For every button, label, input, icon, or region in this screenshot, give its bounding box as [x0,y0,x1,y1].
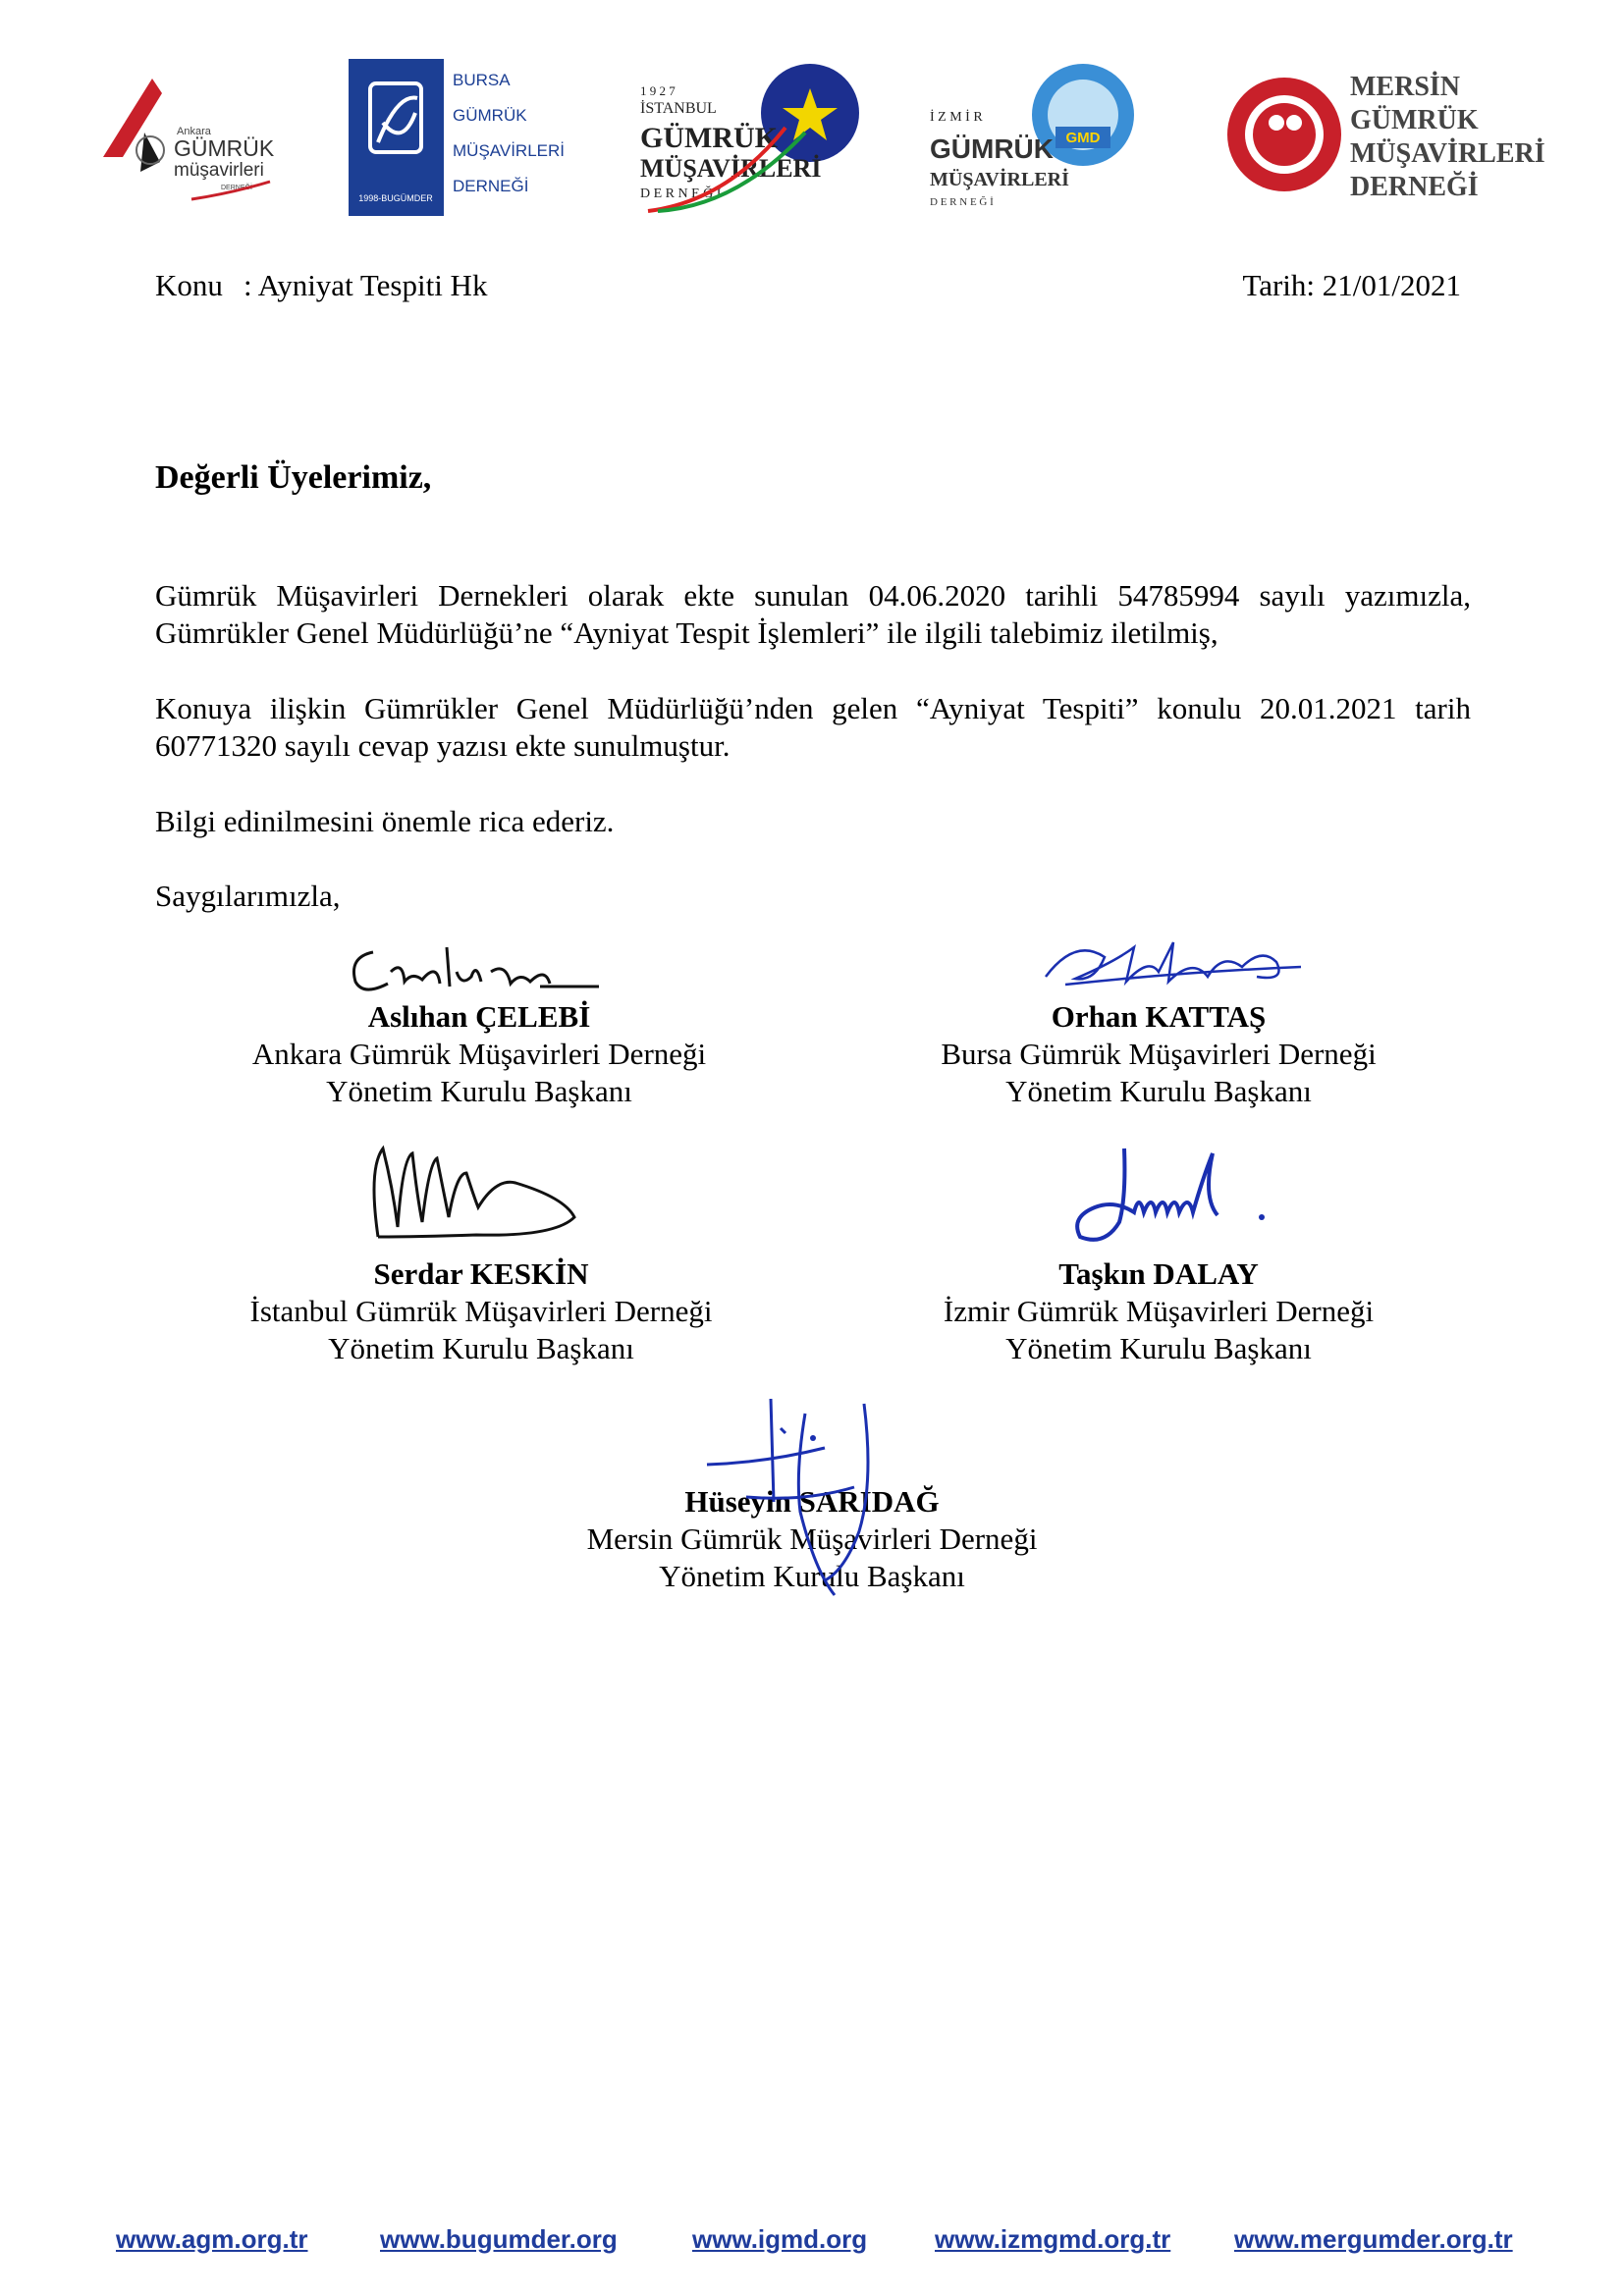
svg-text:MÜŞAVİRLERİ: MÜŞAVİRLERİ [1350,138,1545,169]
svg-text:Ankara: Ankara [177,126,211,137]
svg-text:1998-BUGÜMDER: 1998-BUGÜMDER [358,193,433,203]
footer-link-agm[interactable]: www.agm.org.tr [116,2224,308,2254]
signatory-title: Yönetim Kurulu Başkanı [1005,1074,1312,1108]
svg-text:1 9 2 7: 1 9 2 7 [640,83,676,98]
svg-text:MERSİN: MERSİN [1350,72,1461,102]
subject-label: Konu [155,268,223,302]
letter-date: Tarih: 21/01/2021 [1242,268,1461,302]
signatory-istanbul [137,1255,825,1367]
svg-text:DERNEĞİ: DERNEĞİ [221,185,252,191]
svg-text:GÜMRÜK: GÜMRÜK [930,133,1054,164]
svg-text:DERNEĞİ: DERNEĞİ [453,177,529,195]
footer-link-igmd[interactable]: www.igmd.org [692,2224,868,2254]
svg-text:MÜŞAVİRLERİ: MÜŞAVİRLERİ [640,154,822,183]
signature-image [358,1129,594,1247]
paragraph-3 [155,803,1471,840]
signatory-izmir [815,1255,1502,1367]
svg-text:GÜMRÜK: GÜMRÜK [453,106,527,125]
signatory-name: Taşkın DALAY [1058,1256,1259,1291]
svg-text:GÜMRÜK: GÜMRÜK [1350,105,1479,135]
mersin-logo [1227,54,1545,221]
signatory-title: Yönetim Kurulu Başkanı [328,1331,634,1365]
signature-image [1036,928,1321,996]
signatory-org: Ankara Gümrük Müşavirleri Derneği [251,1037,707,1071]
signatory-name: Hüseyin SARIDAĞ [684,1484,940,1519]
paragraph-line: 60771320 sayılı cevap yazısı ekte sunulmuştur. [155,728,731,763]
subject-line [155,268,487,303]
signatory-title: Yönetim Kurulu Başkanı [1005,1331,1312,1365]
subject-value: : Ayniyat Tespiti Hk [244,268,488,302]
footer-link-izmgmd[interactable]: www.izmgmd.org.tr [935,2224,1171,2254]
signatory-org: İzmir Gümrük Müşavirleri Derneği [943,1294,1375,1328]
svg-text:D E R N E Ğ İ: D E R N E Ğ İ [640,187,722,201]
signature-image [687,1394,913,1600]
svg-text:müşavirleri: müşavirleri [174,160,264,181]
paragraph-line: Bilgi edinilmesini önemle rica ederiz. [155,804,615,838]
istanbul-logo [638,54,864,221]
svg-text:GMD: GMD [1065,130,1101,146]
signatory-org: Mersin Gümrük Müşavirleri Derneği [586,1522,1038,1556]
signatory-name: Aslıhan ÇELEBİ [367,999,591,1034]
svg-text:BURSA: BURSA [453,71,511,89]
signatory-bursa [815,998,1502,1110]
closing-line: Saygılarımızla, [155,879,341,913]
svg-text:D E R N E Ğ İ: D E R N E Ğ İ [930,196,994,208]
signatory-org: Bursa Gümrük Müşavirleri Derneği [941,1037,1377,1071]
izmir-logo [928,54,1164,221]
signature-image [344,933,619,1001]
signatory-title: Yönetim Kurulu Başkanı [659,1559,965,1593]
ankara-logo [83,54,290,221]
paragraph-2 [155,690,1471,765]
svg-text:MÜŞAVİRLERİ: MÜŞAVİRLERİ [930,169,1069,190]
signatory-name: Orhan KATTAŞ [1051,999,1267,1034]
footer-link-mergumder[interactable]: www.mergumder.org.tr [1234,2224,1513,2254]
svg-text:İ Z M İ R: İ Z M İ R [930,110,983,125]
signatory-org: İstanbul Gümrük Müşavirleri Derneği [249,1294,713,1328]
paragraph-1 [155,577,1471,652]
paragraph-line: Gümrük Müşavirleri Dernekleri olarak ekte sunulan 04.06.2020 tarihli 54785994 sayılı yazımızla, [155,578,1471,613]
svg-text:GÜMRÜK: GÜMRÜK [640,122,778,154]
paragraph-line: Gümrükler Genel Müdürlüğü’ne “Ayniyat Tespit İşlemleri” ile ilgili talebimiz iletilmiş, [155,615,1218,650]
footer-links [0,2224,1624,2264]
svg-text:MÜŞAVİRLERİ: MÜŞAVİRLERİ [453,141,565,160]
greeting: Değerli Üyelerimiz, [155,459,432,496]
footer-link-bugumder[interactable]: www.bugumder.org [380,2224,618,2254]
bursa-logo [349,54,565,221]
paragraph-line: Konuya ilişkin Gümrükler Genel Müdürlüğü’nden gelen “Ayniyat Tespiti” konulu 20.01.2021 tarih [155,691,1471,725]
closing [155,878,1471,915]
svg-text:GÜMRÜK: GÜMRÜK [174,135,275,161]
svg-text:DERNEĞİ: DERNEĞİ [1350,172,1479,202]
signatory-title: Yönetim Kurulu Başkanı [326,1074,632,1108]
signatory-name: Serdar KESKİN [373,1256,589,1291]
svg-text:İSTANBUL: İSTANBUL [640,100,717,117]
signatory-ankara [135,998,823,1110]
signature-image [1065,1139,1281,1252]
